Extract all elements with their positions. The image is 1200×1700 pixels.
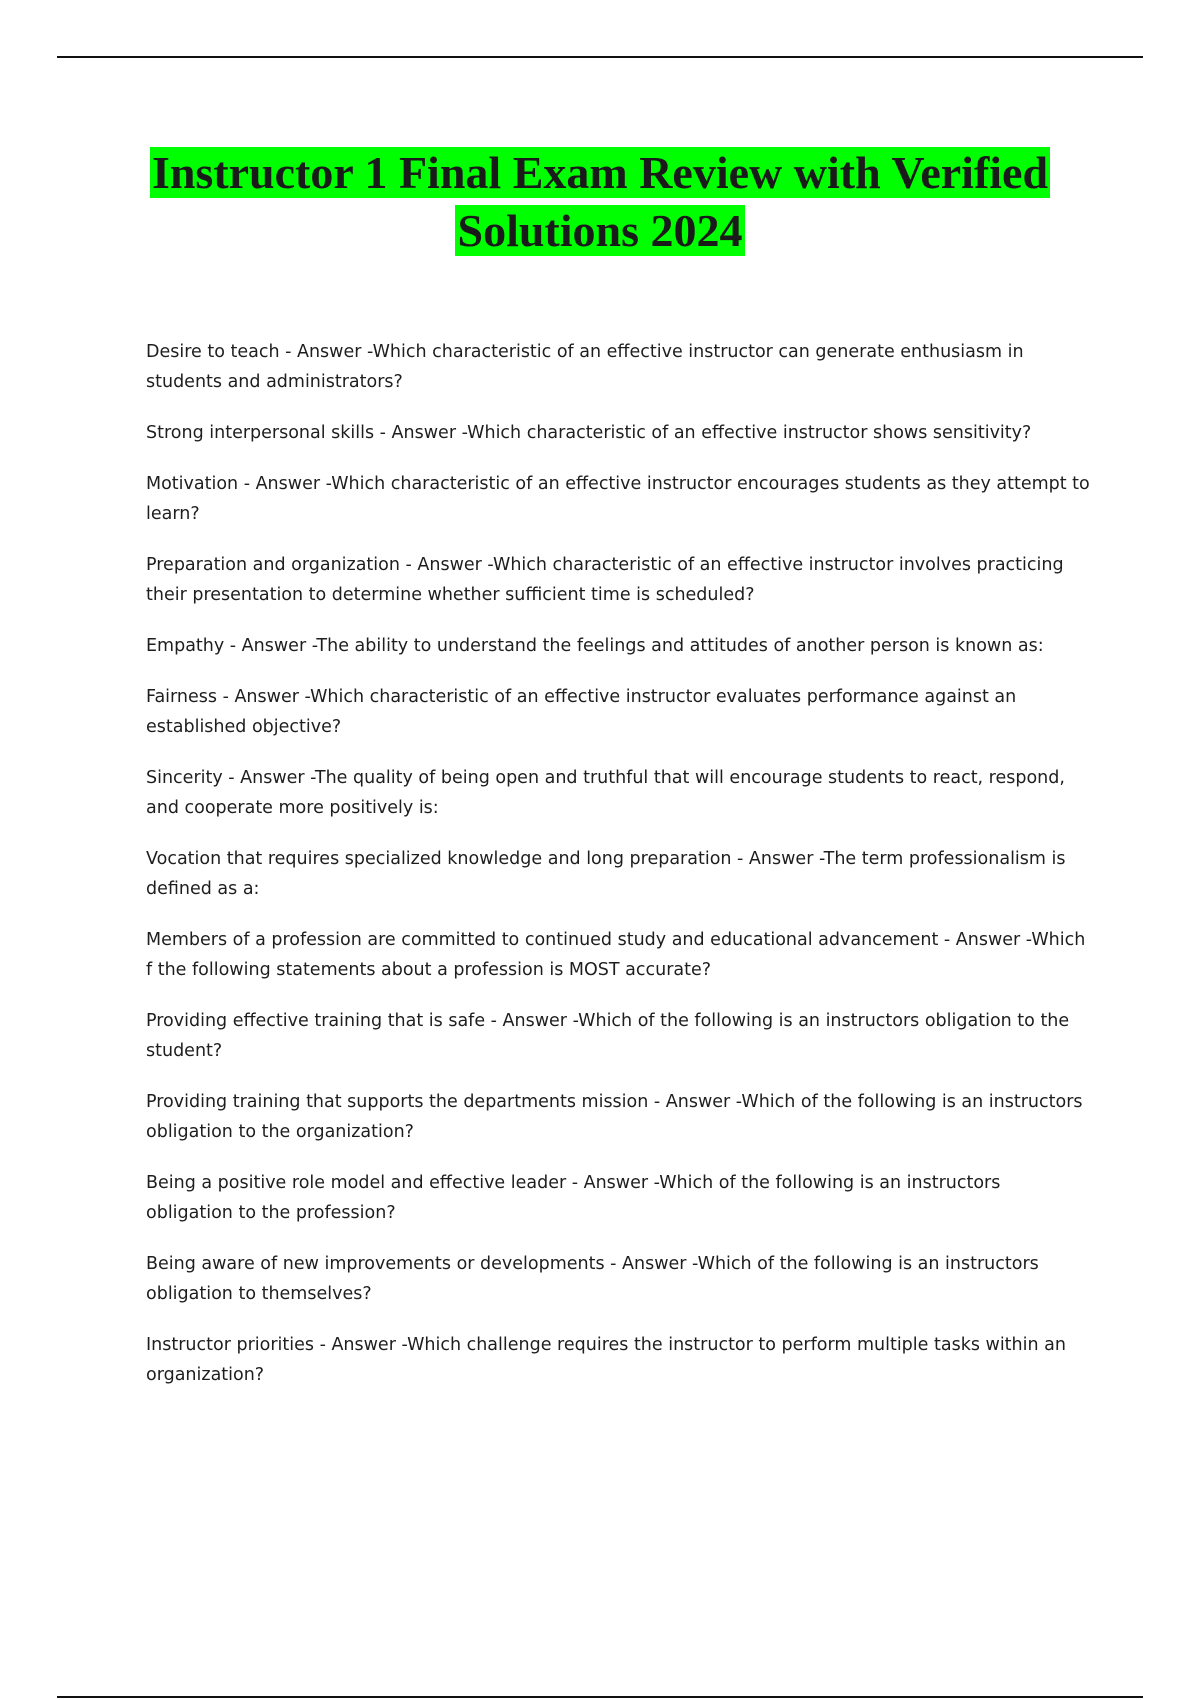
qa-list: [146, 337, 1090, 1411]
qa-item: Providing effective training that is safe - Answer -Which of the following is an instructors obligation to the student?: [146, 1011, 1070, 1061]
top-divider: [57, 56, 1143, 58]
qa-item: Desire to teach - Answer -Which characteristic of an effective instructor can generate enthusiasm in students and administrators?: [146, 342, 1024, 392]
qa-item: Providing training that supports the departments mission - Answer -Which of the following is an instructors obligation to the organization?: [146, 1092, 1083, 1142]
qa-item: Being a positive role model and effective leader - Answer -Which of the following is an instructors obligation to the profession?: [146, 1173, 1001, 1223]
qa-item: Members of a profession are committed to continued study and educational advancement - Answer -Which f the following statements about a profession is MOST accurate?: [146, 930, 1086, 980]
document-title: [100, 144, 1100, 260]
qa-item: Motivation - Answer -Which characteristic of an effective instructor encourages students as they attempt to learn?: [146, 474, 1090, 524]
qa-item: Fairness - Answer -Which characteristic of an effective instructor evaluates performance against an established objective?: [146, 687, 1017, 737]
qa-item: Instructor priorities - Answer -Which challenge requires the instructor to perform multiple tasks within an organization?: [146, 1335, 1066, 1385]
bottom-divider: [57, 1696, 1143, 1698]
qa-item: Being aware of new improvements or developments - Answer -Which of the following is an instructors obligation to themselves?: [146, 1254, 1039, 1304]
title-line-1: Instructor 1 Final Exam Review with Verified: [151, 147, 1049, 198]
qa-item: Empathy - Answer -The ability to understand the feelings and attitudes of another person is known as:: [146, 636, 1044, 656]
qa-item: Strong interpersonal skills - Answer -Which characteristic of an effective instructor shows sensitivity?: [146, 423, 1032, 443]
qa-item: Preparation and organization - Answer -Which characteristic of an effective instructor involves practicing their presentation to determine whether sufficient time is scheduled?: [146, 555, 1064, 605]
qa-item: Sincerity - Answer -The quality of being open and truthful that will encourage students to react, respond, and cooperate more positively is:: [146, 768, 1065, 818]
qa-item: Vocation that requires specialized knowledge and long preparation - Answer -The term professionalism is defined as a:: [146, 849, 1066, 899]
title-line-2: Solutions 2024: [457, 205, 743, 256]
